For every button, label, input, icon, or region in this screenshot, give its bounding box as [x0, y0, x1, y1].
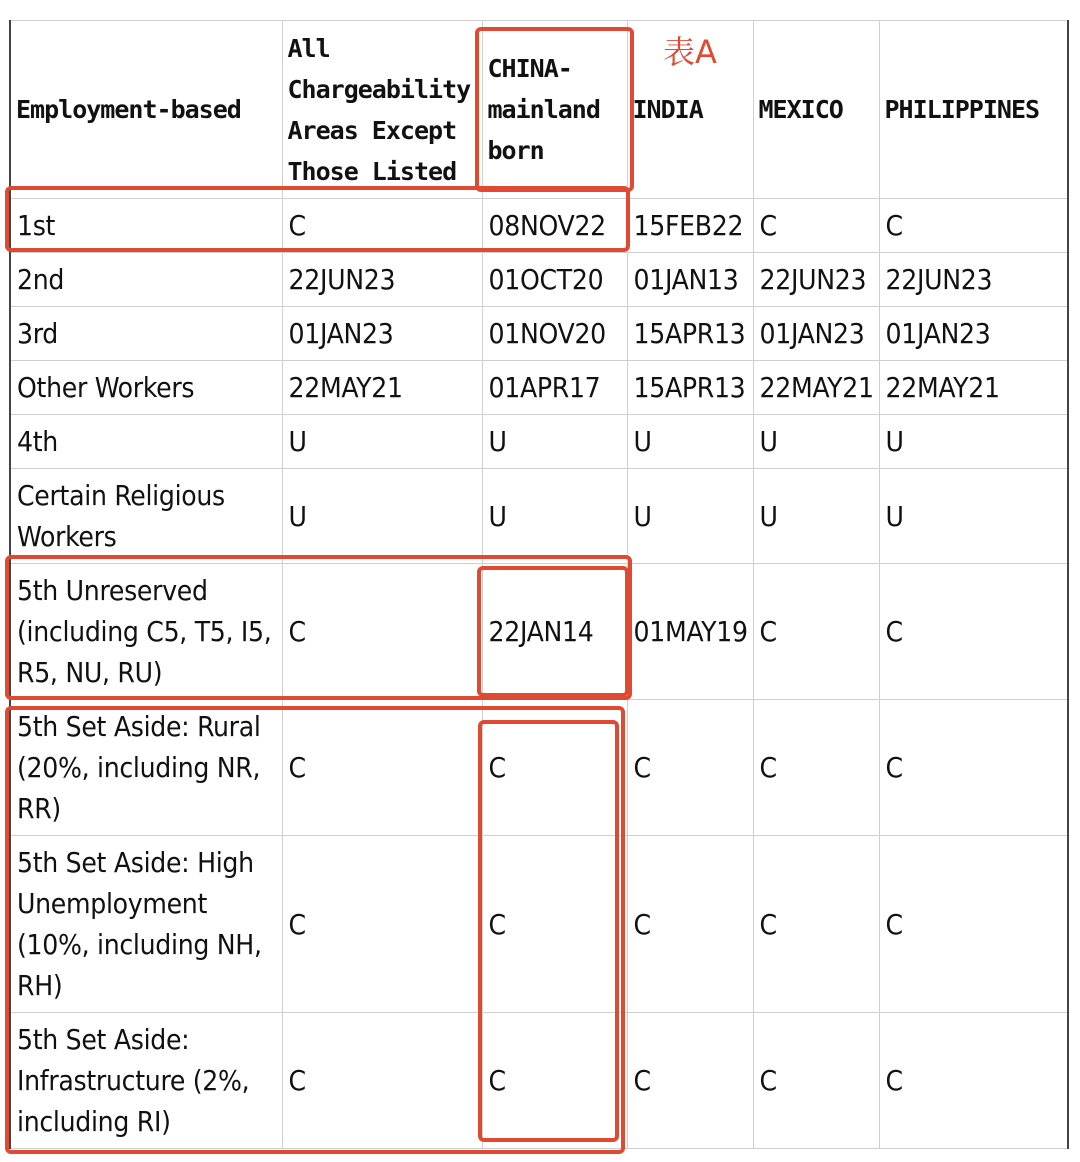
header-row — [10, 21, 1068, 199]
header-philippines: PHILIPPINES — [879, 21, 1068, 199]
cell-mexico: U — [753, 415, 879, 469]
cell-china: U — [482, 469, 627, 564]
row-category: Certain Religious Workers — [10, 469, 282, 564]
cell-mexico: C — [753, 564, 879, 700]
table-row — [10, 836, 1068, 1013]
table-row — [10, 361, 1068, 415]
cell-all: C — [282, 700, 482, 836]
row-category: 4th — [10, 415, 282, 469]
cell-china: 22JAN14 — [482, 564, 627, 700]
cell-mexico: 22MAY21 — [753, 361, 879, 415]
cell-philippines: 01JAN23 — [879, 307, 1068, 361]
cell-mexico: C — [753, 199, 879, 253]
cell-philippines: C — [879, 836, 1068, 1013]
table-row — [10, 415, 1068, 469]
cell-all: U — [282, 415, 482, 469]
cell-india: U — [627, 469, 753, 564]
cell-mexico: U — [753, 469, 879, 564]
row-category: 5th Set Aside: High Unemployment (10%, including NH, RH) — [10, 836, 282, 1013]
cell-china: C — [482, 836, 627, 1013]
cell-india: 01JAN13 — [627, 253, 753, 307]
cell-philippines: C — [879, 199, 1068, 253]
cell-china: U — [482, 415, 627, 469]
cell-india: 01MAY19 — [627, 564, 753, 700]
cell-india: 15APR13 — [627, 361, 753, 415]
cell-mexico: C — [753, 836, 879, 1013]
table-row — [10, 199, 1068, 253]
table-row — [10, 700, 1068, 836]
row-category: 3rd — [10, 307, 282, 361]
cell-mexico: C — [753, 1013, 879, 1149]
cell-all: U — [282, 469, 482, 564]
cell-india: C — [627, 836, 753, 1013]
cell-philippines: C — [879, 564, 1068, 700]
row-category: 1st — [10, 199, 282, 253]
cell-india: C — [627, 1013, 753, 1149]
cell-philippines: C — [879, 1013, 1068, 1149]
header-china: CHINA-mainland born — [482, 21, 627, 199]
cell-all: C — [282, 564, 482, 700]
header-all-chargeability: All Chargeability Areas Except Those Listed — [282, 21, 482, 199]
cell-philippines: U — [879, 415, 1068, 469]
cell-china: 01NOV20 — [482, 307, 627, 361]
cell-mexico: 22JUN23 — [753, 253, 879, 307]
row-category: 5th Set Aside: Rural (20%, including NR, RR) — [10, 700, 282, 836]
table-row — [10, 564, 1068, 700]
row-category: 2nd — [10, 253, 282, 307]
header-employment-based: Employment-based — [10, 21, 282, 199]
cell-all: C — [282, 199, 482, 253]
cell-philippines: 22JUN23 — [879, 253, 1068, 307]
header-mexico: MEXICO — [753, 21, 879, 199]
cell-india: 15FEB22 — [627, 199, 753, 253]
row-category: 5th Unreserved (including C5, T5, I5, R5, NU, RU) — [10, 564, 282, 700]
cell-mexico: C — [753, 700, 879, 836]
cell-all: C — [282, 836, 482, 1013]
cell-india: U — [627, 415, 753, 469]
row-category: Other Workers — [10, 361, 282, 415]
cell-china: 08NOV22 — [482, 199, 627, 253]
cell-china: C — [482, 1013, 627, 1149]
table-row — [10, 469, 1068, 564]
table-row — [10, 253, 1068, 307]
cell-philippines: U — [879, 469, 1068, 564]
cell-china: 01APR17 — [482, 361, 627, 415]
cell-mexico: 01JAN23 — [753, 307, 879, 361]
table-row — [10, 1013, 1068, 1149]
table-row — [10, 307, 1068, 361]
cell-china: C — [482, 700, 627, 836]
cell-philippines: C — [879, 700, 1068, 836]
annotation-label: 表A — [663, 33, 717, 71]
cell-all: C — [282, 1013, 482, 1149]
cell-china: 01OCT20 — [482, 253, 627, 307]
cell-philippines: 22MAY21 — [879, 361, 1068, 415]
cell-india: C — [627, 700, 753, 836]
cell-all: 22JUN23 — [282, 253, 482, 307]
row-category: 5th Set Aside: Infrastructure (2%, including RI) — [10, 1013, 282, 1149]
header-india: INDIA — [627, 21, 753, 199]
cell-india: 15APR13 — [627, 307, 753, 361]
visa-bulletin-table — [9, 20, 1069, 1149]
cell-all: 22MAY21 — [282, 361, 482, 415]
cell-all: 01JAN23 — [282, 307, 482, 361]
